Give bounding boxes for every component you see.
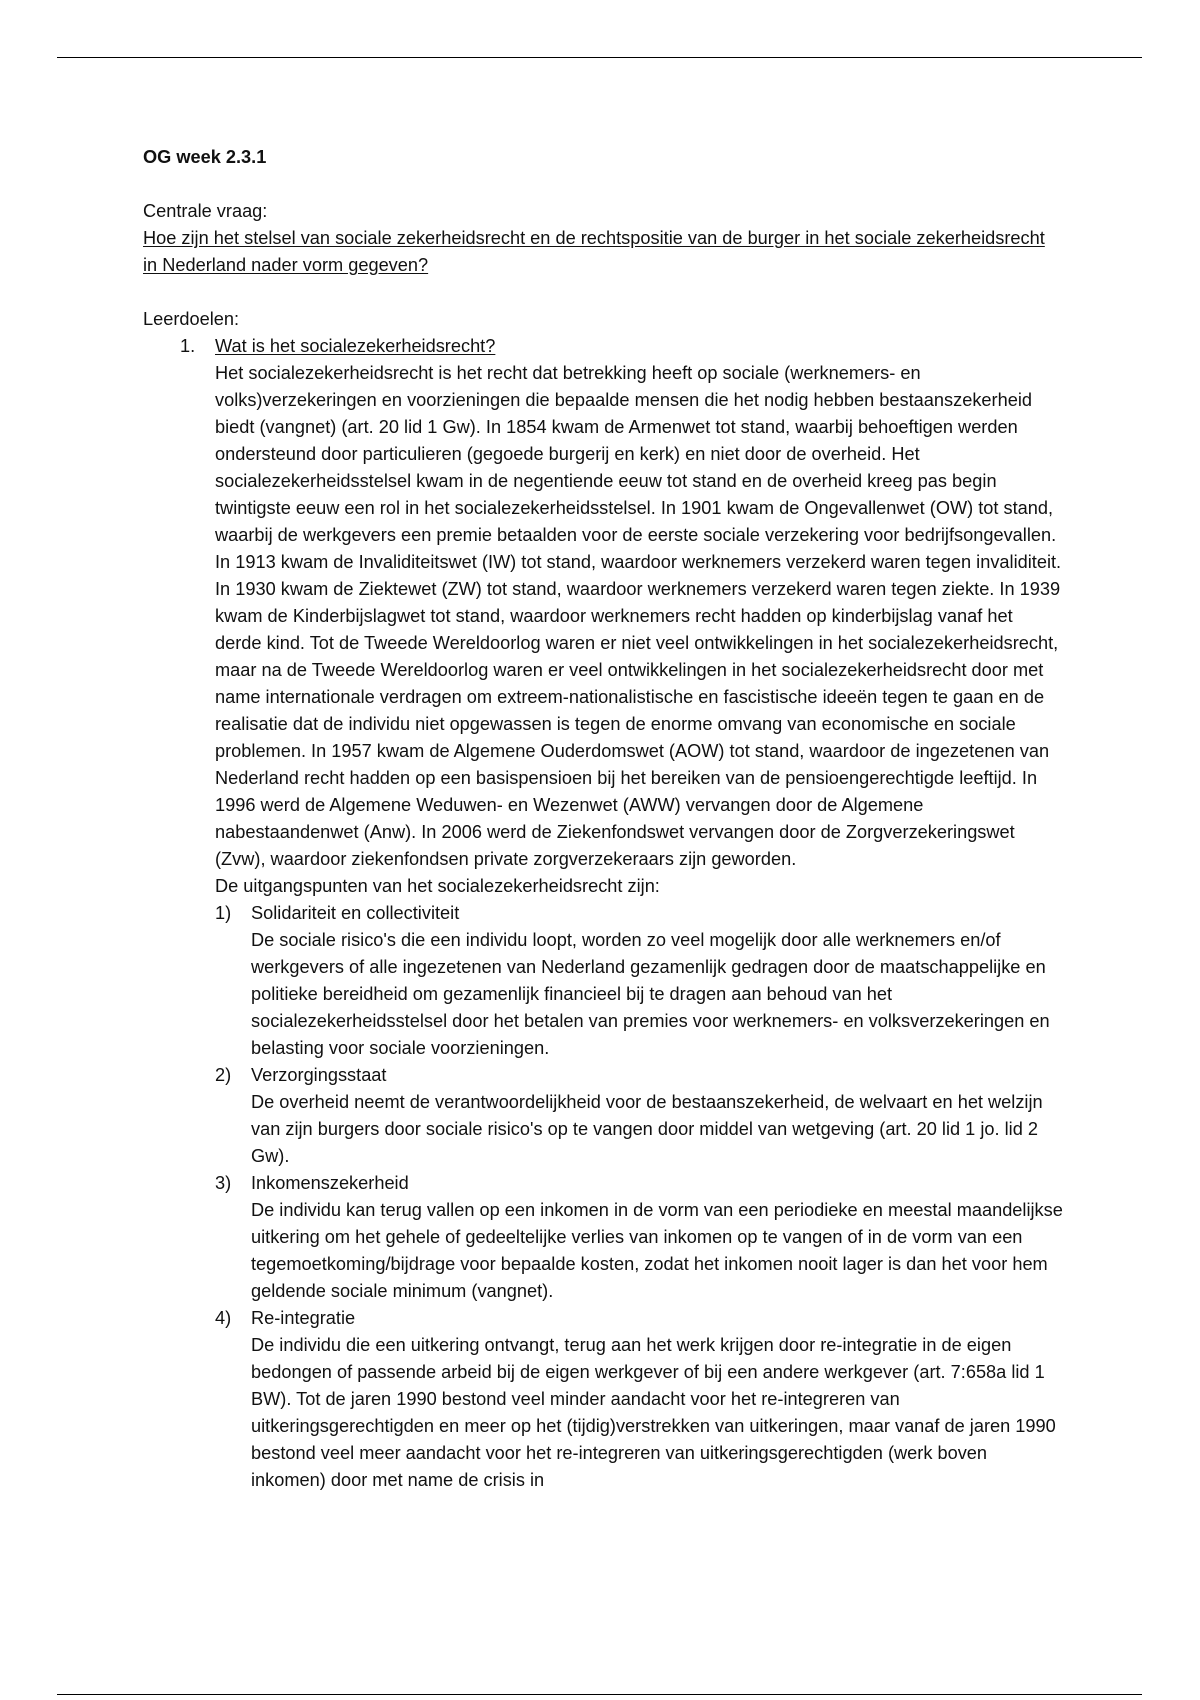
learning-goal-text: Het socialezekerheidsrecht is het recht dat betrekking heeft op sociale (werknemers- en volks)verzekeringen en voorzieningen die bepaalde mensen die het nodig hebben bestaanszekerheid biedt (vangnet) (art. 20 lid 1 Gw). In 1854 kwam de Armenwet tot stand, waarbij behoeftigen werden ondersteund door particulieren (gegoede burgerij en kerk) en niet door de overheid. Het socialezekerheidsstelsel kwam in de negentiende eeuw tot stand en de overheid kreeg pas begin twintigste eeuw een rol in het socialezekerheidsstelsel. In 1901 kwam de Ongevallenwet (OW) tot stand, waarbij de werkgevers een premie betaalden voor de eerste sociale verzekering voor bedrijfsongevallen. In 1913 kwam de Invaliditeitswet (IW) tot stand, waardoor werknemers verzekerd waren tegen invaliditeit. In 1930 kwam de Ziektewet (ZW) tot stand, waardoor werknemers verzekerd waren tegen ziekte. In 1939 kwam de Kinderbijslagwet tot stand, waardoor werknemers recht hadden op kinderbijslag vanaf het derde kind. Tot de Tweede Wereldoorlog waren er niet veel ontwikkelingen in het socialezekerheidsrecht, maar na de Tweede Wereldoorlog waren er veel ontwikkelingen in het socialezekerheidsrecht door met name internationale verdragen om extreem-nationalistische en fascistische ideeën tegen te gaan en de realisatie dat de individu niet opgewassen is tegen de enorme omvang van economische en sociale problemen. In 1957 kwam de Algemene Ouderdomswet (AOW) tot stand, waardoor de ingezetenen van Nederland recht hadden op een basispensioen bij het bereiken van de pensioengerechtigde leeftijd. In 1996 werd de Algemene Weduwen- en Wezenwet (AWW) vervangen door de Algemene nabestaandenwet (Anw). In 2006 werd de Ziekenfondswet vervangen door de Zorgverzekeringswet (Zvw), waardoor ziekenfondsen private zorgverzekeraars zijn geworden.	[215, 363, 1062, 869]
learning-goal-heading: Wat is het socialezekerheidsrecht?	[215, 336, 496, 356]
principle-heading: Inkomenszekerheid	[251, 1173, 409, 1193]
principle-text: De individu die een uitkering ontvangt, terug aan het werk krijgen door re-integratie in de eigen bedongen of passende arbeid bij de eigen werkgever of bij een andere werkgever (art. 7:658a lid 1 BW). Tot de jaren 1990 bestond veel minder aandacht voor het re-integreren van uitkeringsgerechtigden en meer op het (tijdig)verstrekken van uitkeringen, maar vanaf de jaren 1990 bestond veel meer aandacht voor het re-integreren van uitkeringsgerechtigden (werk boven inkomen) door met name de crisis in	[251, 1335, 1056, 1490]
principle-heading: Verzorgingsstaat	[251, 1065, 387, 1085]
principle-item	[215, 1305, 1063, 1494]
document-body	[143, 144, 1063, 1494]
list-number: 3)	[215, 1173, 232, 1193]
principle-heading: Solidariteit en collectiviteit	[251, 903, 460, 923]
central-question-label: Centrale vraag:	[143, 201, 268, 221]
learning-goals-label: Leerdoelen:	[143, 309, 240, 329]
principle-item	[215, 1062, 1063, 1170]
principle-text: De individu kan terug vallen op een inkomen in de vorm van een periodieke en meestal maandelijkse uitkering om het gehele of gedeeltelijke verlies van inkomen op te vangen of in de vorm van een tegemoetkoming/bijdrage voor bepaalde kosten, zodat het inkomen nooit lager is dan het voor hem geldende sociale minimum (vangnet).	[251, 1200, 1063, 1301]
list-number: 1.	[180, 336, 196, 356]
principle-text: De sociale risico's die een individu loopt, worden zo veel mogelijk door alle werknemers en/of werkgevers of alle ingezetenen van Nederland gezamenlijk gedragen door de maatschappelijke en politieke bereidheid om gezamenlijk financieel bij te dragen aan behoud van het socialezekerheidsstelsel door het betalen van premies voor werknemers- en volksverzekeringen en belasting voor sociale voorzieningen.	[251, 930, 1050, 1058]
document-title: OG week 2.3.1	[143, 147, 267, 167]
principle-item	[215, 900, 1063, 1062]
principle-heading: Re-integratie	[251, 1308, 356, 1328]
footer-rule	[57, 1694, 1142, 1695]
spacer	[143, 279, 1063, 306]
header-rule	[57, 57, 1142, 58]
list-number: 4)	[215, 1308, 232, 1328]
principle-item	[215, 1170, 1063, 1305]
list-number: 2)	[215, 1065, 232, 1085]
learning-goal-1	[143, 333, 1063, 1494]
principles-intro: De uitgangspunten van het socialezekerheidsrecht zijn:	[215, 876, 660, 896]
principle-text: De overheid neemt de verantwoordelijkheid voor de bestaanszekerheid, de welvaart en het welzijn van zijn burgers door sociale risico's op te vangen door middel van wetgeving (art. 20 lid 1 jo. lid 2 Gw).	[251, 1092, 1043, 1166]
list-number: 1)	[215, 903, 232, 923]
spacer	[143, 171, 1063, 198]
central-question: Hoe zijn het stelsel van sociale zekerheidsrecht en de rechtspositie van de burger in het sociale zekerheidsrecht in Nederland nader vorm gegeven?	[143, 228, 1045, 275]
